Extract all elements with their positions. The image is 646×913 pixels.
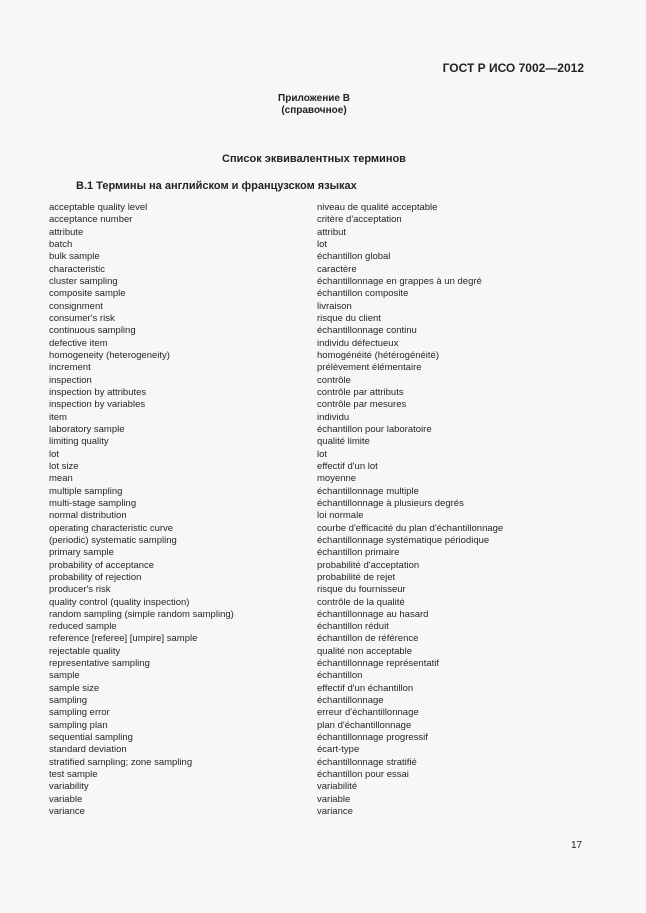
term-english: representative sampling xyxy=(49,658,150,670)
term-french: échantillonnage xyxy=(317,695,384,707)
term-french: échantillonnage représentatif xyxy=(317,658,440,670)
term-english: reference [referee] [umpire] sample xyxy=(49,633,198,645)
term-english: normal distribution xyxy=(49,510,127,522)
term-french: échantillon de référence xyxy=(317,633,419,645)
term-french: homogénéité (hétérogénéité) xyxy=(317,349,440,361)
term-french: variable xyxy=(317,793,351,805)
term-english: composite sample xyxy=(49,288,126,300)
term-row xyxy=(49,609,589,621)
standard-designation: ГОСТ Р ИСО 7002—2012 xyxy=(442,61,584,75)
term-row xyxy=(49,436,589,448)
term-french: échantillon pour essai xyxy=(317,769,409,781)
term-english: operating characteristic curve xyxy=(49,522,174,534)
term-french: probabilité d'acceptation xyxy=(317,559,420,571)
term-english: sample size xyxy=(49,682,100,694)
term-row xyxy=(49,523,589,535)
annex-heading xyxy=(0,93,628,117)
term-french: effectif d'un lot xyxy=(317,460,378,472)
term-english: acceptance number xyxy=(49,214,133,226)
term-row xyxy=(49,264,589,276)
term-french: moyenne xyxy=(317,473,357,485)
term-row xyxy=(49,806,589,818)
term-french: échantillon xyxy=(317,670,363,682)
term-row xyxy=(49,560,589,572)
term-english: multiple sampling xyxy=(49,485,123,497)
term-english: rejectable quality xyxy=(49,645,121,657)
term-row xyxy=(49,683,589,695)
term-row xyxy=(49,251,589,263)
term-row xyxy=(49,621,589,633)
term-english: item xyxy=(49,411,67,423)
term-french: variabilité xyxy=(317,781,358,793)
term-row xyxy=(49,769,589,781)
term-row xyxy=(49,276,589,288)
term-english: laboratory sample xyxy=(49,423,125,435)
term-row xyxy=(49,572,589,584)
term-row xyxy=(49,646,589,658)
term-french: lot xyxy=(317,238,328,250)
term-french: échantillon primaire xyxy=(317,547,400,559)
term-french: échantillonnage au hasard xyxy=(317,608,429,620)
term-french: échantillon global xyxy=(317,251,391,263)
term-row xyxy=(49,375,589,387)
term-french: risque du client xyxy=(317,312,381,324)
term-english: random sampling (simple random sampling) xyxy=(49,608,234,620)
term-row xyxy=(49,325,589,337)
term-french: échantillonnage progressif xyxy=(317,732,428,744)
term-french: écart-type xyxy=(317,744,360,756)
term-english: homogeneity (heterogeneity) xyxy=(49,349,170,361)
term-french: attribut xyxy=(317,226,347,238)
term-french: qualité non acceptable xyxy=(317,645,413,657)
term-row xyxy=(49,449,589,461)
term-french: qualité limite xyxy=(317,436,370,448)
term-row xyxy=(49,338,589,350)
term-row xyxy=(49,412,589,424)
term-english: standard deviation xyxy=(49,744,127,756)
term-french: contrôle par mesures xyxy=(317,399,407,411)
term-row xyxy=(49,695,589,707)
term-english: lot xyxy=(49,448,60,460)
term-french: échantillon réduit xyxy=(317,621,389,633)
term-french: échantillonnage en grappes à un degré xyxy=(317,275,482,287)
term-english: batch xyxy=(49,238,73,250)
term-row xyxy=(49,214,589,226)
term-english: probability of rejection xyxy=(49,571,142,583)
term-english: inspection by attributes xyxy=(49,386,147,398)
term-english: sampling error xyxy=(49,707,110,719)
term-english: variable xyxy=(49,793,83,805)
term-english: sampling plan xyxy=(49,719,108,731)
term-english: attribute xyxy=(49,226,84,238)
term-row xyxy=(49,658,589,670)
term-french: courbe d'efficacité du plan d'échantillonnage xyxy=(317,522,504,534)
term-row xyxy=(49,399,589,411)
term-english: acceptable quality level xyxy=(49,202,148,213)
term-french: échantillonnage à plusieurs degrés xyxy=(317,497,464,509)
term-row xyxy=(49,239,589,251)
term-english: characteristic xyxy=(49,263,105,275)
term-french: contrôle par attributs xyxy=(317,386,404,398)
term-english: probability of acceptance xyxy=(49,559,155,571)
term-row xyxy=(49,633,589,645)
term-row xyxy=(49,794,589,806)
term-french: échantillonnage continu xyxy=(317,325,417,337)
term-english: variance xyxy=(49,806,85,818)
term-row xyxy=(49,301,589,313)
term-row xyxy=(49,732,589,744)
term-row xyxy=(49,362,589,374)
term-english: mean xyxy=(49,473,73,485)
term-french: échantillon composite xyxy=(317,288,409,300)
term-french: niveau de qualité acceptable xyxy=(317,202,438,213)
term-french: erreur d'échantillonnage xyxy=(317,707,419,719)
term-row xyxy=(49,757,589,769)
term-english: producer's risk xyxy=(49,584,111,596)
term-english: continuous sampling xyxy=(49,325,136,337)
term-row xyxy=(49,424,589,436)
term-row xyxy=(49,387,589,399)
term-row xyxy=(49,227,589,239)
annex-title: Приложение В xyxy=(278,93,350,104)
term-english: defective item xyxy=(49,337,108,349)
term-row xyxy=(49,707,589,719)
term-row xyxy=(49,720,589,732)
term-row xyxy=(49,670,589,682)
term-row xyxy=(49,461,589,473)
term-french: livraison xyxy=(317,300,352,312)
term-french: risque du fournisseur xyxy=(317,584,406,596)
term-row xyxy=(49,202,589,214)
term-row xyxy=(49,473,589,485)
term-french: probabilité de rejet xyxy=(317,571,396,583)
term-french: caractère xyxy=(317,263,357,275)
term-row xyxy=(49,584,589,596)
term-english: cluster sampling xyxy=(49,275,118,287)
term-english: multi-stage sampling xyxy=(49,497,137,509)
term-french: effectif d'un échantillon xyxy=(317,682,414,694)
term-french: échantillonnage stratifié xyxy=(317,756,417,768)
list-title: Список эквивалентных терминов xyxy=(222,153,406,165)
term-french: individu xyxy=(317,411,350,423)
term-english: consumer's risk xyxy=(49,312,115,324)
term-english: consignment xyxy=(49,300,103,312)
term-french: échantillonnage multiple xyxy=(317,485,419,497)
term-french: contrôle de la qualité xyxy=(317,596,405,608)
term-english: primary sample xyxy=(49,547,114,559)
term-french: variance xyxy=(317,806,353,818)
term-english: increment xyxy=(49,362,91,374)
term-row xyxy=(49,288,589,300)
term-french: échantillonnage systématique périodique xyxy=(317,534,490,546)
term-english: limiting quality xyxy=(49,436,109,448)
term-row xyxy=(49,781,589,793)
term-french: individu défectueux xyxy=(317,337,399,349)
term-english: test sample xyxy=(49,769,98,781)
term-row xyxy=(49,486,589,498)
term-french: échantillon pour laboratoire xyxy=(317,423,432,435)
term-french: plan d'échantillonnage xyxy=(317,719,412,731)
term-row xyxy=(49,597,589,609)
term-row xyxy=(49,744,589,756)
term-english: inspection by variables xyxy=(49,399,146,411)
term-french: loi normale xyxy=(317,510,364,522)
term-english: lot size xyxy=(49,460,79,472)
term-row xyxy=(49,510,589,522)
term-row xyxy=(49,547,589,559)
term-row xyxy=(49,535,589,547)
term-row xyxy=(49,498,589,510)
term-english: inspection xyxy=(49,374,92,386)
term-row xyxy=(49,350,589,362)
terms-table xyxy=(49,202,589,818)
term-english: (periodic) systematic sampling xyxy=(49,534,177,546)
term-english: sequential sampling xyxy=(49,732,133,744)
term-english: quality control (quality inspection) xyxy=(49,596,190,608)
page-number: 17 xyxy=(571,840,583,851)
annex-type: (справочное) xyxy=(281,105,347,116)
term-english: sampling xyxy=(49,695,88,707)
term-english: sample xyxy=(49,670,80,682)
term-row xyxy=(49,313,589,325)
term-english: reduced sample xyxy=(49,621,117,633)
term-english: variability xyxy=(49,781,89,793)
term-english: bulk sample xyxy=(49,251,100,263)
term-french: contrôle xyxy=(317,374,351,386)
term-french: critère d'acceptation xyxy=(317,214,402,226)
section-title: В.1 Термины на английском и французском языках xyxy=(76,180,357,192)
term-french: prélèvement élémentaire xyxy=(317,362,422,374)
term-english: stratified sampling; zone sampling xyxy=(49,756,193,768)
term-french: lot xyxy=(317,448,328,460)
